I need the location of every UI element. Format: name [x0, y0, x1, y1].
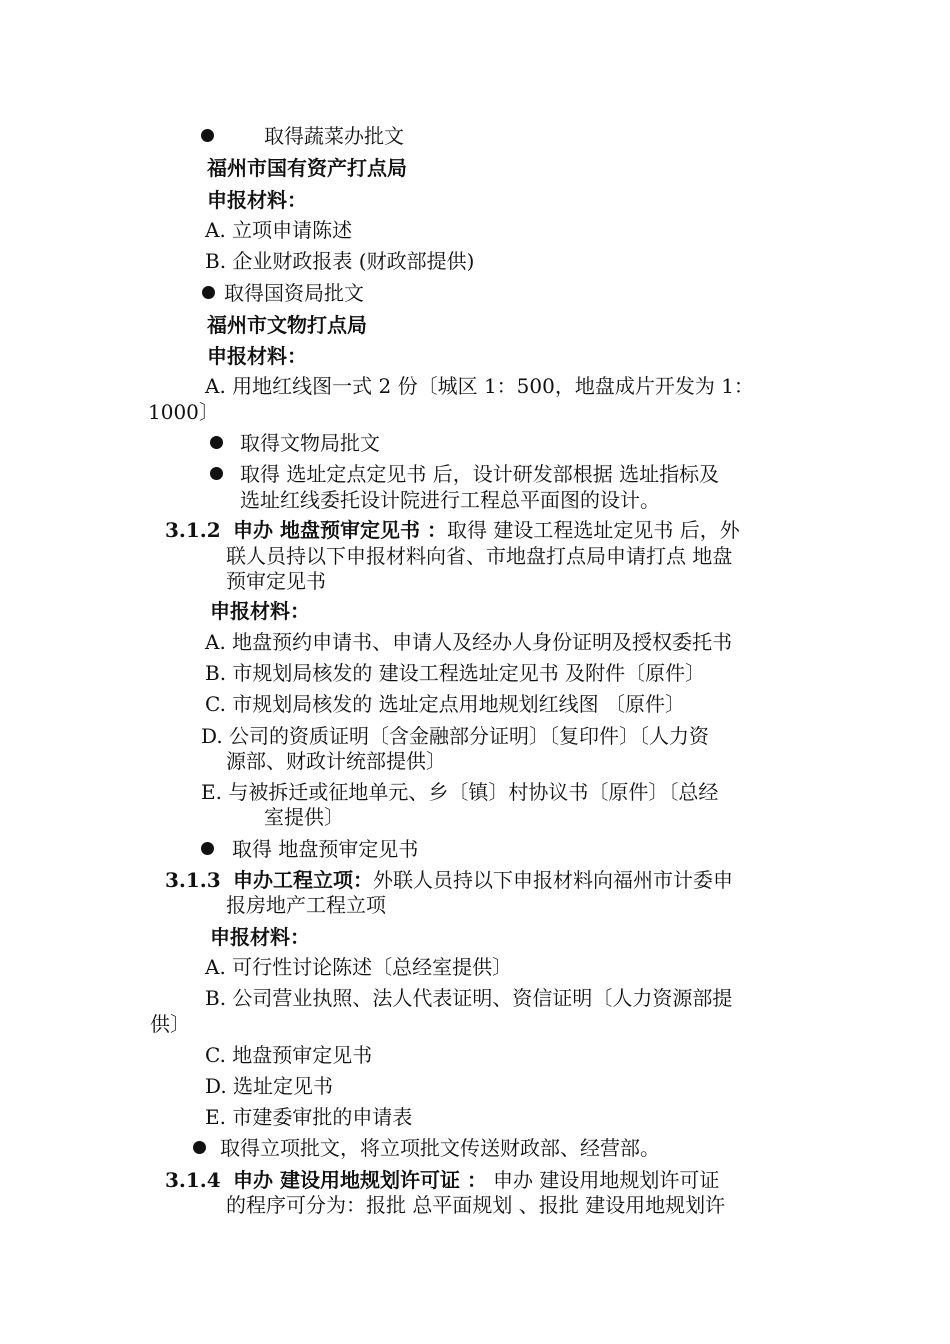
- materials-label: 申报材料：: [207, 188, 307, 212]
- section-3-1-4: [165, 1168, 719, 1193]
- list-item-continued: 1000〕: [148, 400, 219, 424]
- section-number: 3.1.2: [165, 518, 221, 542]
- section-title: 申办 地盘预审定见书 ：: [233, 518, 447, 542]
- bullet-icon: [202, 286, 215, 299]
- materials-label: 申报材料：: [210, 599, 310, 623]
- list-item: A. 地盘预约申请书、申请人及经办人身份证明及授权委托书: [205, 630, 733, 654]
- section-3-1-3: [165, 868, 733, 893]
- list-item: A. 立项申请陈述: [205, 218, 353, 242]
- bullet-item: 取得立项批文，将立项批文传送财政部、经营部。: [220, 1136, 660, 1160]
- list-item: D. 公司的资质证明〔含金融部分证明〕〔复印件〕〔人力资: [201, 724, 710, 748]
- paragraph-line: 联人员持以下申报材料向省、市地盘打点局申请打点 地盘: [226, 544, 733, 568]
- bullet-icon: [210, 436, 223, 449]
- section-text: 取得 建设工程选址定见书 后，外: [446, 518, 740, 542]
- bullet-item-continued: 选址红线委托设计院进行工程总平面图的设计。: [240, 488, 660, 512]
- list-item: E. 与被拆迁或征地单元、乡〔镇〕村协议书〔原件〕〔总经: [201, 780, 719, 804]
- paragraph-line: 预审定见书: [226, 569, 326, 593]
- bullet-item: 取得国资局批文: [224, 281, 364, 305]
- bullet-icon: [193, 1141, 206, 1154]
- bullet-item: 取得 地盘预审定见书: [232, 837, 419, 861]
- list-item: D. 选址定见书: [205, 1074, 334, 1098]
- materials-label: 申报材料：: [210, 925, 310, 949]
- list-item: B. 公司营业执照、法人代表证明、资信证明〔人力资源部提: [205, 986, 733, 1010]
- list-item: E. 市建委审批的申请表: [205, 1105, 413, 1129]
- list-item: C. 市规划局核发的 选址定点用地规划红线图 〔原件〕: [205, 692, 686, 716]
- list-item: A. 用地红线图一式 2 份〔城区 1：500，地盘成片开发为 1：: [205, 374, 754, 398]
- bullet-item: 取得蔬菜办批文: [264, 124, 404, 148]
- materials-label: 申报材料：: [207, 344, 307, 368]
- bullet-item: 取得 选址定点定见书 后，设计研发部根据 选址指标及: [240, 462, 720, 486]
- section-3-1-2: [165, 518, 740, 543]
- list-item: B. 企业财政报表 (财政部提供): [205, 249, 475, 273]
- section-heading: 福州市文物打点局: [207, 313, 367, 337]
- list-item: C. 地盘预审定见书: [205, 1043, 373, 1067]
- list-item: A. 可行性讨论陈述〔总经室提供〕: [205, 955, 513, 979]
- bullet-icon: [201, 129, 214, 142]
- bullet-icon: [201, 842, 214, 855]
- section-heading: 福州市国有资产打点局: [207, 156, 407, 180]
- section-number: 3.1.3: [165, 868, 221, 892]
- bullet-icon: [210, 467, 223, 480]
- section-text: 申办 建设用地规划许可证: [492, 1168, 720, 1192]
- bullet-item: 取得文物局批文: [240, 431, 380, 455]
- section-title: 申办工程立项：: [233, 868, 374, 892]
- list-item: B. 市规划局核发的 建设工程选址定见书 及附件〔原件〕: [205, 661, 706, 685]
- list-item-continued: 源部、财政计统部提供〕: [226, 749, 446, 773]
- section-text: 外联人员持以下申报材料向福州市计委申: [373, 868, 734, 892]
- section-number: 3.1.4: [165, 1168, 221, 1192]
- paragraph-line: 报房地产工程立项: [226, 893, 386, 917]
- list-item-continued: 室提供〕: [264, 805, 344, 829]
- section-title: 申办 建设用地规划许可证 ：: [233, 1168, 487, 1192]
- list-item-continued: 供〕: [150, 1012, 190, 1036]
- paragraph-line: 的程序可分为：报批 总平面规划 、报批 建设用地规划许: [226, 1193, 726, 1217]
